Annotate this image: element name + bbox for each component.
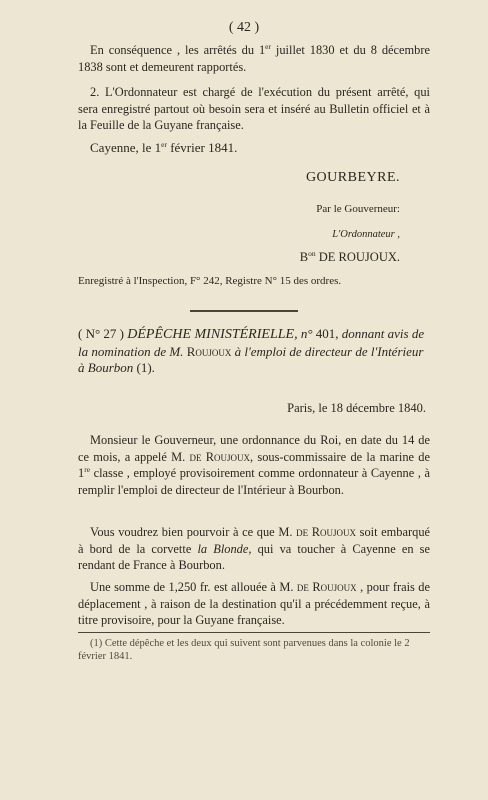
registration-note: Enregistré à l'Inspection, F° 242, Registre N° 15 des ordres.: [78, 275, 342, 287]
text: 401,: [315, 326, 339, 341]
date-line: [90, 140, 442, 157]
text: , sous-commissaire de la marine de 1: [78, 449, 430, 480]
text: n°: [297, 326, 316, 341]
superscript: re: [84, 465, 91, 474]
text: Cayenne, le 1: [90, 140, 162, 155]
text: Une somme de 1,250 fr. est allouée à M.: [90, 580, 297, 594]
dispatch-date: Paris, le 18 décembre 1840.: [287, 401, 426, 415]
text: donnant avis de la nomination de M.: [78, 326, 425, 359]
ordonnateur-signature: [200, 250, 400, 265]
superscript: on: [308, 249, 316, 258]
dispatch-number: ( N° 27 ): [78, 326, 128, 341]
text: DE ROUJOUX.: [315, 250, 400, 264]
text: En conséquence , les arrêtés du 1: [90, 43, 266, 57]
text: février 1841.: [166, 140, 238, 155]
text: de Roujoux: [189, 449, 251, 464]
superscript: er: [161, 140, 167, 149]
paragraph-consequence: [78, 42, 430, 75]
dispatch-heading: [78, 326, 430, 377]
page-number: ( 42 ): [228, 20, 260, 35]
text: , pour frais de déplacement , à raison de la destination qu'il a précédemment reçue, à titre provisoire, pour la Guyane française.: [78, 580, 430, 627]
text: (1).: [133, 360, 155, 375]
text: , qui va toucher à Cayenne en se rendant de France à Bourbon.: [78, 541, 430, 572]
signature-name: GOURBEYRE.: [305, 170, 400, 185]
text: soit embarqué à bord de la corvette: [78, 525, 431, 556]
par-le-gouverneur: Par le Gouverneur:: [316, 203, 400, 215]
paragraph-article-2: 2. L'Ordonnateur est chargé de l'exécution du présent arrêté, qui sera enregistré partout où besoin sera et inséré au Bulletin officiel et à la Feuille de la Guyane française.: [78, 85, 430, 132]
paragraph-monsieur: [78, 432, 430, 498]
text: Vous voudrez bien pourvoir à ce que M.: [90, 525, 297, 539]
footnote: (1) Cette dépêche et les deux qui suivent sont parvenues dans la colonie le 2 février 1841.: [78, 638, 410, 662]
footnote-rule: [78, 632, 430, 633]
text: de Roujoux: [296, 580, 357, 594]
ship-name: la Blonde: [197, 541, 249, 556]
superscript: er: [265, 42, 271, 51]
text: de Roujoux: [296, 525, 356, 539]
paragraph-vous-voudrez: [78, 524, 430, 574]
text: Roujoux: [186, 343, 232, 359]
text: classe , employé provisoirement comme ordonnateur à Cayenne , à remplir l'emploi de directeur de l'Intérieur à Bourbon.: [78, 466, 430, 497]
text: B: [299, 250, 309, 264]
text: Monsieur le Gouverneur, une ordonnance du Roi, en date du 14 de ce mois, a appelé M.: [78, 433, 430, 464]
paragraph-somme: [78, 579, 430, 629]
text: juillet 1830 et du 8 décembre 1838 sont et demeurent rapportés.: [78, 43, 430, 74]
section-divider: [190, 310, 298, 312]
text: à l'emploi de directeur de l'Intérieur à Bourbon: [78, 343, 424, 375]
dispatch-title: DÉPÊCHE MINISTÉRIELLE,: [127, 327, 298, 342]
ordonnateur-role: L'Ordonnateur ,: [332, 229, 400, 240]
